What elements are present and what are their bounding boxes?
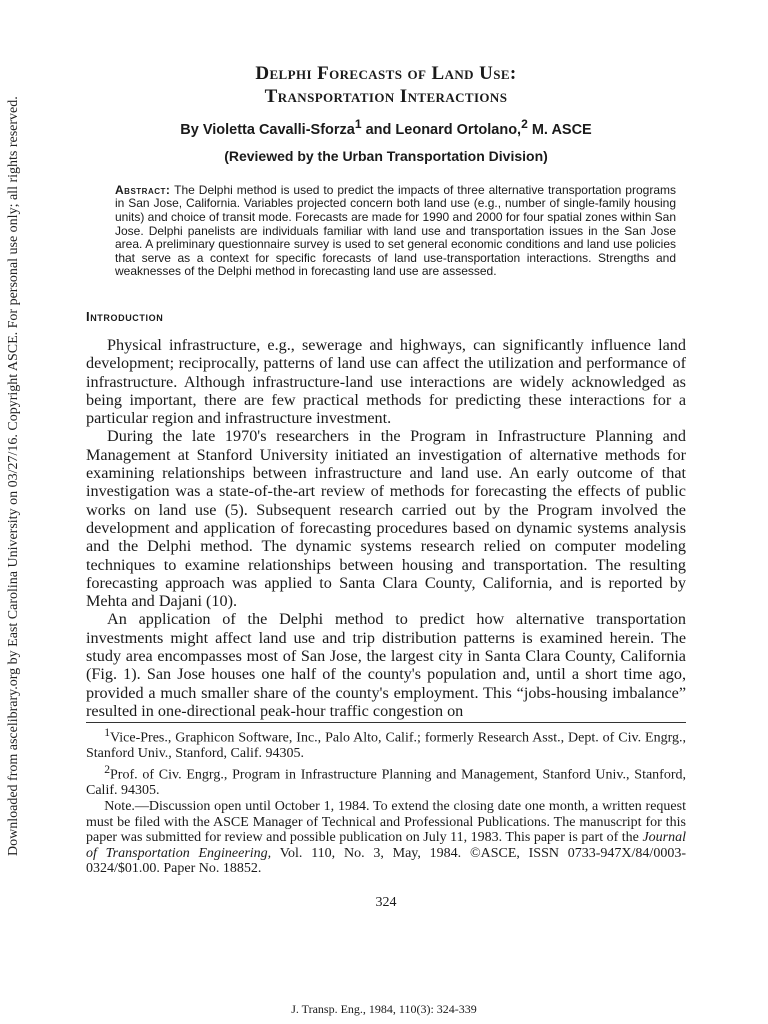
discussion-note [86,799,686,877]
abstract [115,184,676,279]
abstract-text: The Delphi method is used to predict the impacts of three alternative transportation programs in San Jose, California. Variables projected concern both land use (e.g., number of single-family housing units) and choice of transit mode. Forecasts are made for 1990 and 2000 for four spatial zones within San Jose. Delphi panelists are individuals familiar with land use and transportation issues in the San Jose area. A preliminary questionnaire survey is used to set general economic conditions and land use policies that serve as a context for specific forecasts of land use-transportation interactions. Strengths and weaknesses of the Delphi method in forecasting land use are assessed. [115,182,676,279]
footnote-2-mark: 2 [104,763,111,777]
footnotes [86,725,686,877]
introduction-heading: Introduction [86,308,164,324]
footnote-2 [86,762,686,799]
footnote-1-mark: 1 [104,726,111,740]
abstract-label: Abstract: [115,182,171,197]
footnote-1 [86,725,686,762]
paragraph: During the late 1970's researchers in the Program in Infrastructure Planning and Management at Stanford University initiated an investigation of alternative methods for examining relationships between infrastructure and land use. An early outcome of that investigation was a state-of-the-art review of methods for forecasting the effects of public works on land use (5). Subsequent research carried out by the Program involved the development and application of forecasting procedures based on dynamic systems analysis and the Delphi method. The dynamic systems research relied on computer modeling techniques to examine relationships between housing and transportation. The resulting forecasting approach was applied to Santa Clara County, California, and is reported by Mehta and Dajani (10). [86,427,686,611]
paragraph: Physical infrastructure, e.g., sewerage and highways, can significantly influence land development; reciprocally, patterns of land use can affect the utilization and performance of infrastructure. Although infrastructure-land use interactions are widely acknowledged as being important, there are few practical methods for predicting these interactions for a particular region and infrastructure investment. [86,335,686,428]
title-line-1: Delphi Forecasts of Land Use: [255,63,517,84]
journal-name: Journal of Transportation Engineering, [86,830,686,861]
note-text-a: Note.—Discussion open until October 1, 1984. To extend the closing date one month, a written request must be filed with the ASCE Manager of Technical and Professional Publications. The manuscript for this paper was submitted for review and possible publication on July 11, 1983. This paper is part of the [86,798,686,846]
authors-suffix: M. ASCE [527,121,592,138]
footnote-2-text: Prof. of Civ. Engrg., Program in Infrastructure Planning and Management, Stanford Univ., Stanford, Calif. 94305. [86,767,686,799]
download-notice-sidebar [2,96,26,856]
paragraph: An application of the Delphi method to predict how alternative transportation investments might affect land use and trip distribution patterns is examined herein. The study area encompasses most of San Jose, the largest city in Santa Clara County, California (Fig. 1). San Jose houses one half of the county's population and, until a short time ago, provided a much smaller share of the county's employment. This “jobs-housing imbalance” resulted in one-directional peak-hour traffic congestion on [86,610,686,720]
introduction-body [86,336,686,720]
paper-title [86,62,686,108]
note-text-b: Vol. 110, No. 3, May, 1984. ©ASCE, ISSN 0733-947X/84/0003-0324/$01.00. Paper No. 18852. [86,845,686,877]
author1-footnote-mark: 1 [354,117,362,131]
title-line-2: Transportation Interactions [264,86,508,107]
footnote-1-text: Vice-Pres., Graphicon Software, Inc., Palo Alto, Calif.; formerly Research Asst., Dept. of Civ. Engrg., Stanford Univ., Stanford, Calif. 94305. [86,730,686,762]
reviewed-by: (Reviewed by the Urban Transportation Division) [224,147,548,164]
footnote-divider [86,722,686,723]
paper-page [86,62,686,911]
author2-footnote-mark: 2 [521,117,528,131]
authors-mid: and Leonard Ortolano, [361,121,522,138]
page-number: 324 [375,894,397,910]
journal-citation: J. Transp. Eng., 1984, 110(3): 324-339 [291,1002,477,1016]
download-notice: Downloaded from ascelibrary.org by East Carolina University on 03/27/16. Copyright ASCE. For personal use only; all rights reserved. [6,96,21,856]
authors-prefix: By Violetta Cavalli-Sforza [180,121,355,138]
authors-line [86,117,686,138]
